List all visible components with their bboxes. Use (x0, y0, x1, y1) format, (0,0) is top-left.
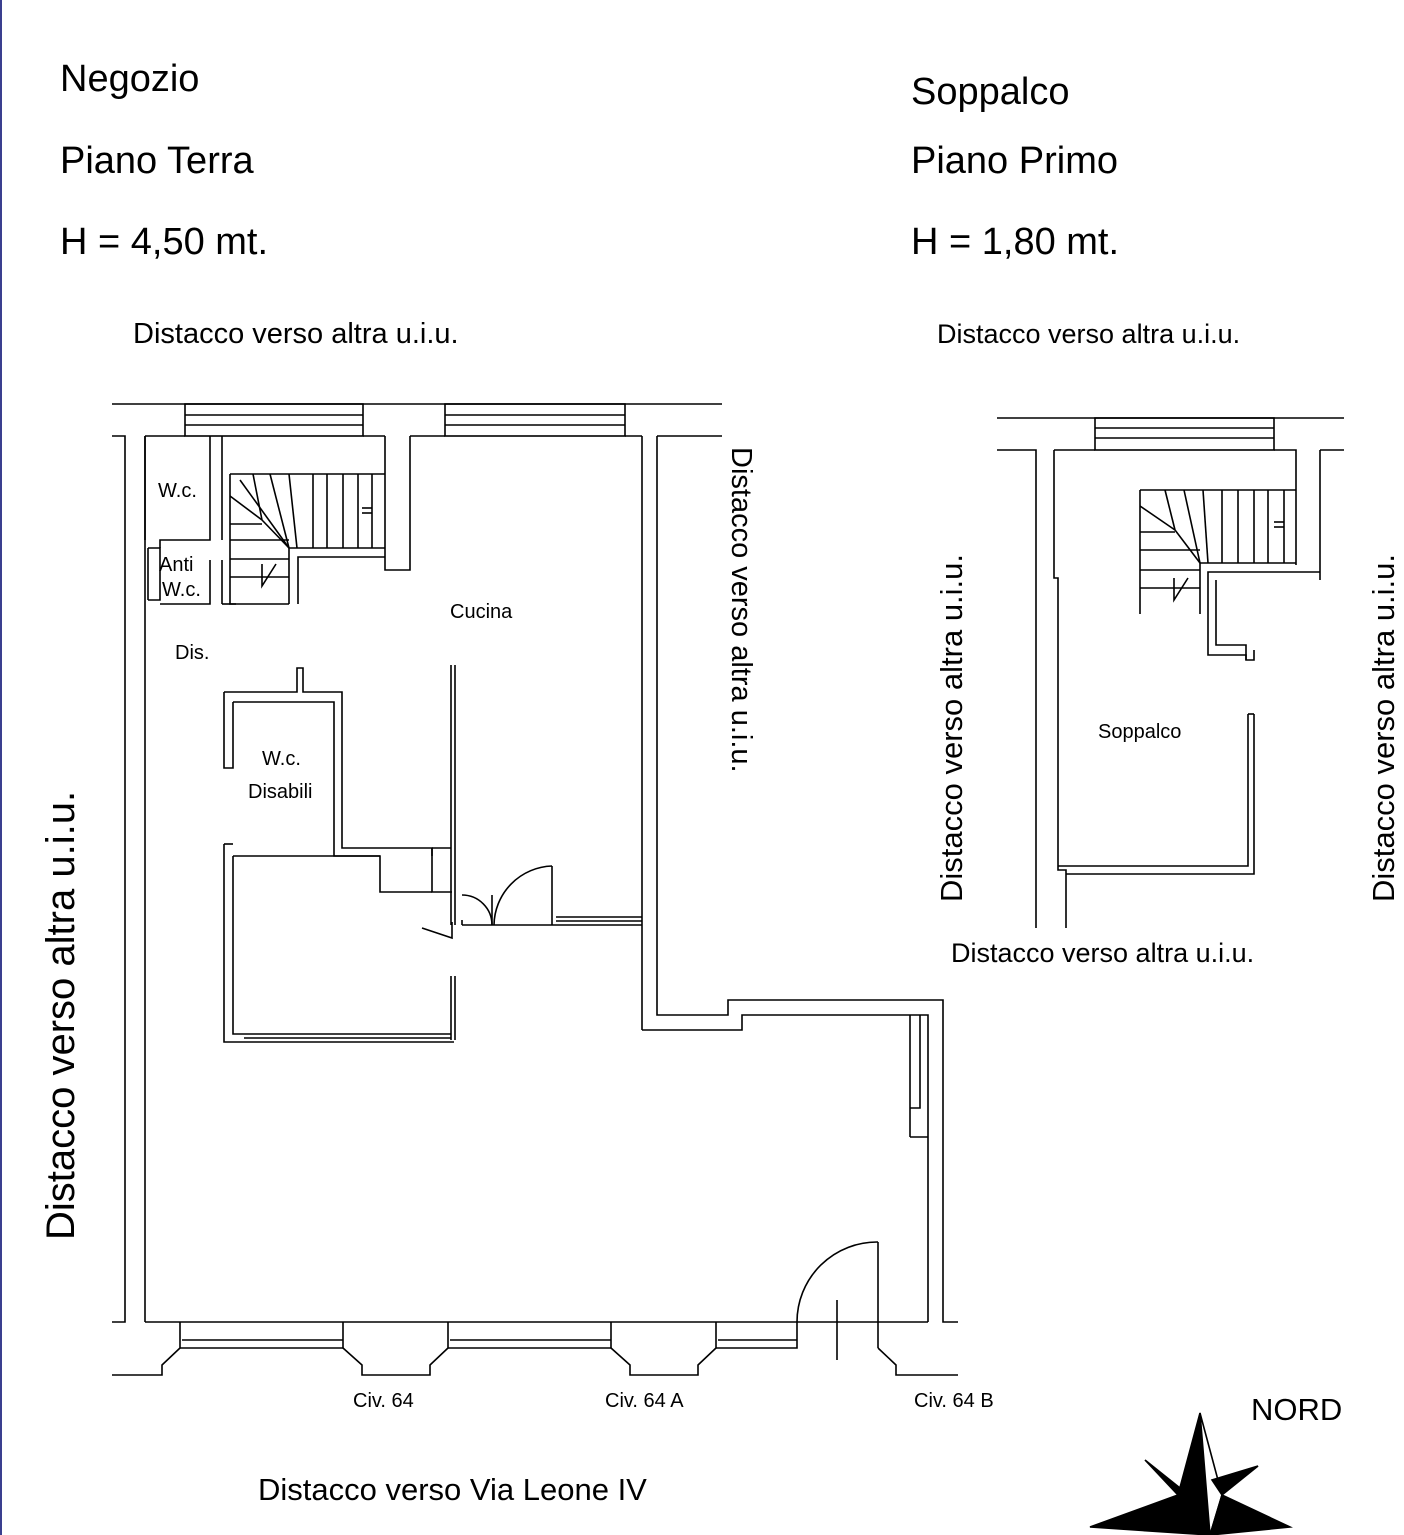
civic-64a: Civ. 64 A (605, 1390, 684, 1412)
right-top-label: Distacco verso altra u.i.u. (937, 319, 1241, 349)
left-title-1: Negozio (60, 58, 200, 100)
right-bottom-label: Distacco verso altra u.i.u. (951, 938, 1255, 968)
right-title-1: Soppalco (911, 71, 1070, 113)
north-compass (1090, 1413, 1290, 1535)
right-right-label: Distacco verso altra u.i.u. (1366, 553, 1401, 902)
mezzanine-plan (997, 418, 1344, 928)
left-right-label: Distacco verso altra u.i.u. (725, 447, 757, 773)
left-bottom-label: Distacco verso Via Leone IV (258, 1472, 647, 1507)
right-left-label: Distacco verso altra u.i.u. (934, 553, 969, 902)
left-left-label: Distacco verso altra u.i.u. (39, 790, 83, 1240)
room-wc: W.c. (158, 480, 197, 502)
room-anti-wc-line2: W.c. (162, 579, 201, 601)
room-wc-disabili-line2: Disabili (248, 781, 313, 803)
left-title-3: H = 4,50 mt. (60, 221, 269, 263)
left-title-2: Piano Terra (60, 140, 254, 182)
room-soppalco: Soppalco (1098, 721, 1182, 743)
room-cucina: Cucina (450, 601, 513, 623)
civic-64b: Civ. 64 B (914, 1390, 994, 1412)
civic-64: Civ. 64 (353, 1390, 414, 1412)
plan-labels (39, 318, 1401, 1507)
room-wc-disabili-line1: W.c. (262, 748, 301, 770)
left-top-label: Distacco verso altra u.i.u. (133, 318, 459, 350)
room-dis: Dis. (175, 642, 210, 664)
right-title-3: H = 1,80 mt. (911, 221, 1120, 263)
compass-label: NORD (1251, 1392, 1343, 1427)
ground-floor-plan (112, 404, 958, 1375)
right-title-2: Piano Primo (911, 140, 1118, 182)
room-anti-wc-line1: Anti (159, 554, 194, 576)
